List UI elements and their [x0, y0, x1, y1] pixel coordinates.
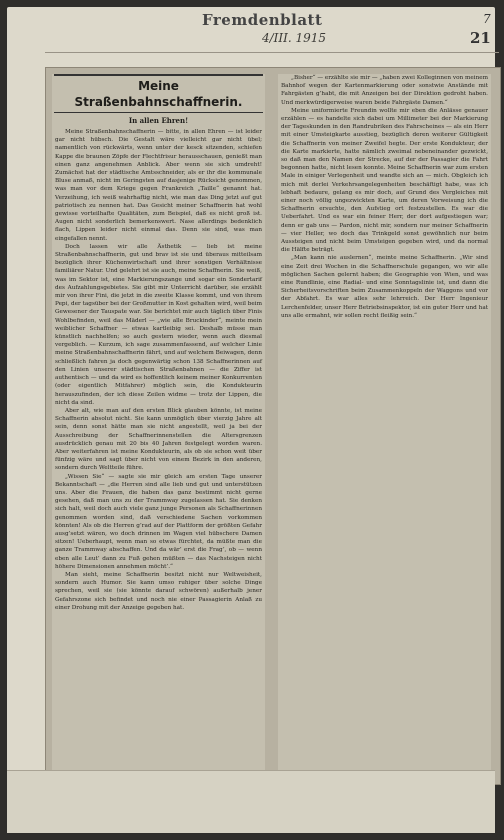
- card-bottom-margin: [7, 770, 495, 833]
- article-paragraph: Meine Straßenbahnschaffnerin — bitte, in allen Ehren — ist leider gar nicht hübsch. Die Gestalt wäre vielleicht gar nicht übel; namentlich von rückwärts, wenn unter der kesck sitzenden, schiefen Kappe die braunen Zöpfe der Flechtfrisur herausschauen, genießt man einen ganz angenehmen Anblick. Aber wenn sie sich umdreht! Zumächst hat der städtische Amtsschneider, als er ihr die kommunale Bluse anmaß, nicht im Geringsten auf dasjenige Rücksicht genommen, was man vor dem Kriege gegen Frankreich „Taille“ genannt hat. Verzeihung, ich weiß wahrhaftig nicht, wie man das Ding jetzt auf gut patriotisch zu nennen hat. Das Gesicht meiner Schaffnerin hat wohl gewisse vorteilhafte Qualitäten, zum Beispiel, daß es nicht groß ist. Augen nicht sonderlich bemerkenswert. Nase allerdings bedenklich flach, Lippen leider nicht einmal das. Denn sie sind, was man eingefallen nennt.: [55, 129, 262, 242]
- article-paragraph: Meine uniformierte Freundin wollte mir eben die Anlässe genauer erzählen — es handelte sich dabei um Millimeter bei der Markierung der Tageskunden in den Randrubriken des Fahrscheines — als ein Herr mit einer Umsteigkarte ausstieg, bezüglich deren weiterer Gültigkeit die Schaffnerin von meiner Zweifel hegte. Der erste Kondukteur, der die Karte markierte, hatte nämlich zweimal nebeneinander gezwickt, so daß man den Namen der Strecke, auf der der Passagier die Fahrt begonnen hatte, nicht lesen konnte. Meine Schaffnerin war zum ersten Male in einiger Verlegenheit und wandte sich an — mich. Obgleich ich mich mit derlei Verkehrsangelegenheiten beschäftigt habe, was ich lebhaft bedaure, gelang es mir doch, auf Grund des Vergleiches mit einer noch völlig ungezwickten Karte, um deren Vorweisung ich die Schaffnerin ersuchte, den Aufstieg ort festzustellen. Es war die Ueberfahrt. Und es war ein feiner Herr, der dort aufgestiegen war; denn er gab uns — Pardon, nicht mir, sondern nur meiner Schaffnerin — vier Heller, wo doch das Trinkgeld sonst gewöhnlich nur beim Aussteigen und nicht beim Umsteigen gegeben wird, und da normal die Hälfte beträgt.: [281, 107, 488, 254]
- article-paragraph: „Man kann nie auslernen“, meinte meine Schaffnerin. „Wir sind eine Zeit drei Wochen in die Schaffnerschule gegangen, wo wir alle möglichen Sachen gelernt haben; die Geographie von Wien, und was eine Rundlinie, eine Radial- und eine Sonntagslinie ist, und dann die Sicherheitsvorschriften beim Zusammenkoppeln der Waggons und vor der Abfahrt. Es war alles sehr lehrreich. Der Herr Ingenieur Lerchenfelder, unser Herr Betriebsinspektor, ist ein guter Herr und hat uns alle ermahnt, wir sollen recht fleißig sein.“: [281, 255, 488, 319]
- article-column-left: [52, 74, 265, 776]
- page-number: 21: [470, 29, 491, 47]
- article-headline: Meine Straßenbahnschaffnerin.: [74, 79, 243, 109]
- headline-block: [54, 74, 263, 113]
- article-subheadline: In allen Ehren!: [128, 116, 189, 125]
- article-paragraph: Man sieht, meine Schaffnerin besitzt nicht nur Weltweisheit, sondern auch Humor. Sie kann umso ruhiger über solche Dinge sprechen, weil sie (sie könnte darauf schwören) außerhalb jener Gefahrszone sich befindet und noch nie einer Passagierin Anlaß zu einer Drohung mit der Anzeige gegeben hat.: [55, 571, 262, 611]
- top-rule: [45, 52, 499, 53]
- article-paragraph: „Bisher“ — erzählte sie mir — „haben zwei Kolleginnen von meinem Bahnhof wegen der Kartenmarkierung oder sonstwie Anstände mit Fahrgästen g’habt, die mit Anzeigen bei der Direktion gedroht haben. Und merkwürdigerweise waren beide Fahrgäste Damen.“: [281, 75, 488, 106]
- article-paragraph: Aber alt, wie man auf den ersten Blick glauben könnte, ist meine Schaffnerin absolut nicht. Sie kann unmöglich über vierzig Jahre alt sein, denn sonst hätte man sie nicht angestellt, weil ja bei der Ausschreibung der Schaffnerinnenstellen die Altersgrenzen ausdrücklich genau mit 20 bis 40 Jahren festgelegt worden waren. Aber weiterfahren ist meine Kondukteurin, als ob sie schon weit über fünfzig wäre und sagt über nicht von einem Bezirk in den anderen, sondern durch Weltteile führe.: [55, 407, 262, 472]
- page-mark: 7: [483, 12, 491, 26]
- article-column-right: [278, 74, 491, 776]
- article-paragraph: „Wissen Sie“ — sagte sie mir gleich am ersten Tage unserer Bekanntschaft — „die Herren sind alle lieb und gut und unterstützen uns. Aber die Frauen, die haben das ganz bestimmt nicht gerne gesehen, daß man uns zu der Trammway zugelassen hat. Sie denken sich halt, weil doch auch viele ganz junge Personen als Schaffnerinnen genommen worden sind, daß verschiedene Sachen vorkommen könnten! Als ob die Herren g’rad auf der Plattform der größten Gefahr ausg’setzt wären, wo doch drinnen im Wagen viel hübschere Damen sitzen! Ueberhaupt, wenn man so etwas fürchtet, da müßte man die ganze Trammway abschaffen. Und da wär’ erst die Frag’, ob — wenn eben alle Leut’ dann zu Fuß gehen müßten — das Nachsteigen nicht höhere Dimensionen annehmen möcht’.“: [55, 473, 262, 570]
- handwritten-date: 4/III. 1915: [262, 31, 327, 45]
- newspaper-masthead: Fremdenblatt: [202, 11, 323, 29]
- archive-card: [7, 7, 495, 833]
- article-paragraph: Doch lassen wir alle Ästhetik — lieb ist meine Straßenbahnschaffnerin, gut und brav ist sie und überaus mitteilsam bezüglich ihrer Küchenwirtschaft und ihrer sonstigen Verhältnisse familiärer Natur. Und gelehrt ist sie auch, meine Schaffnerin. Sie weiß, was im Sektor ist, eine Markierungszange und sogar ein Sondertarif des Aufzahlungsgebietes. Sie gibt mir Unterricht darüber, sie erzählt mir von ihrer Fini, die jetzt in die zweite Klasse kommt, und von ihrem Pepi, der tagsüber bei der Großmutter in Kost gehalten wird, weil beim Gewesener der Tauspate war. Sie berichtet mir auch täglich über Finis Wohlbefinden, weil das Mäderl — „wie alle Bruckinder“, meinte mein weiblicher Schaffner — etwas kartleibig sei. Deshalb müsse man künstlich nachhelfen; so auch gestern wieder, wenn auch diesmal vergeblich. — Kurzum, ich sage zusammenfassend, auf welcher Linie meine Straßenbahnschaffnerin fährt, und auf welchem Beiwagen, denn schließlich fahren ja doch gegenwärtig schon 138 Schaffnerinnen auf den Linien unserer städtischen Straßenbahnen — die Ziffer ist authentisch — und da wird es hoffentlich keinem meiner Konkurrenten (oder eigentlich Mitfahrer) möglich sein, die Kondukteurin herauszufinden, der ich diese Zeilen widme — trotz der Lippen, die nicht da sind.: [55, 243, 262, 406]
- newspaper-clipping: [45, 67, 501, 785]
